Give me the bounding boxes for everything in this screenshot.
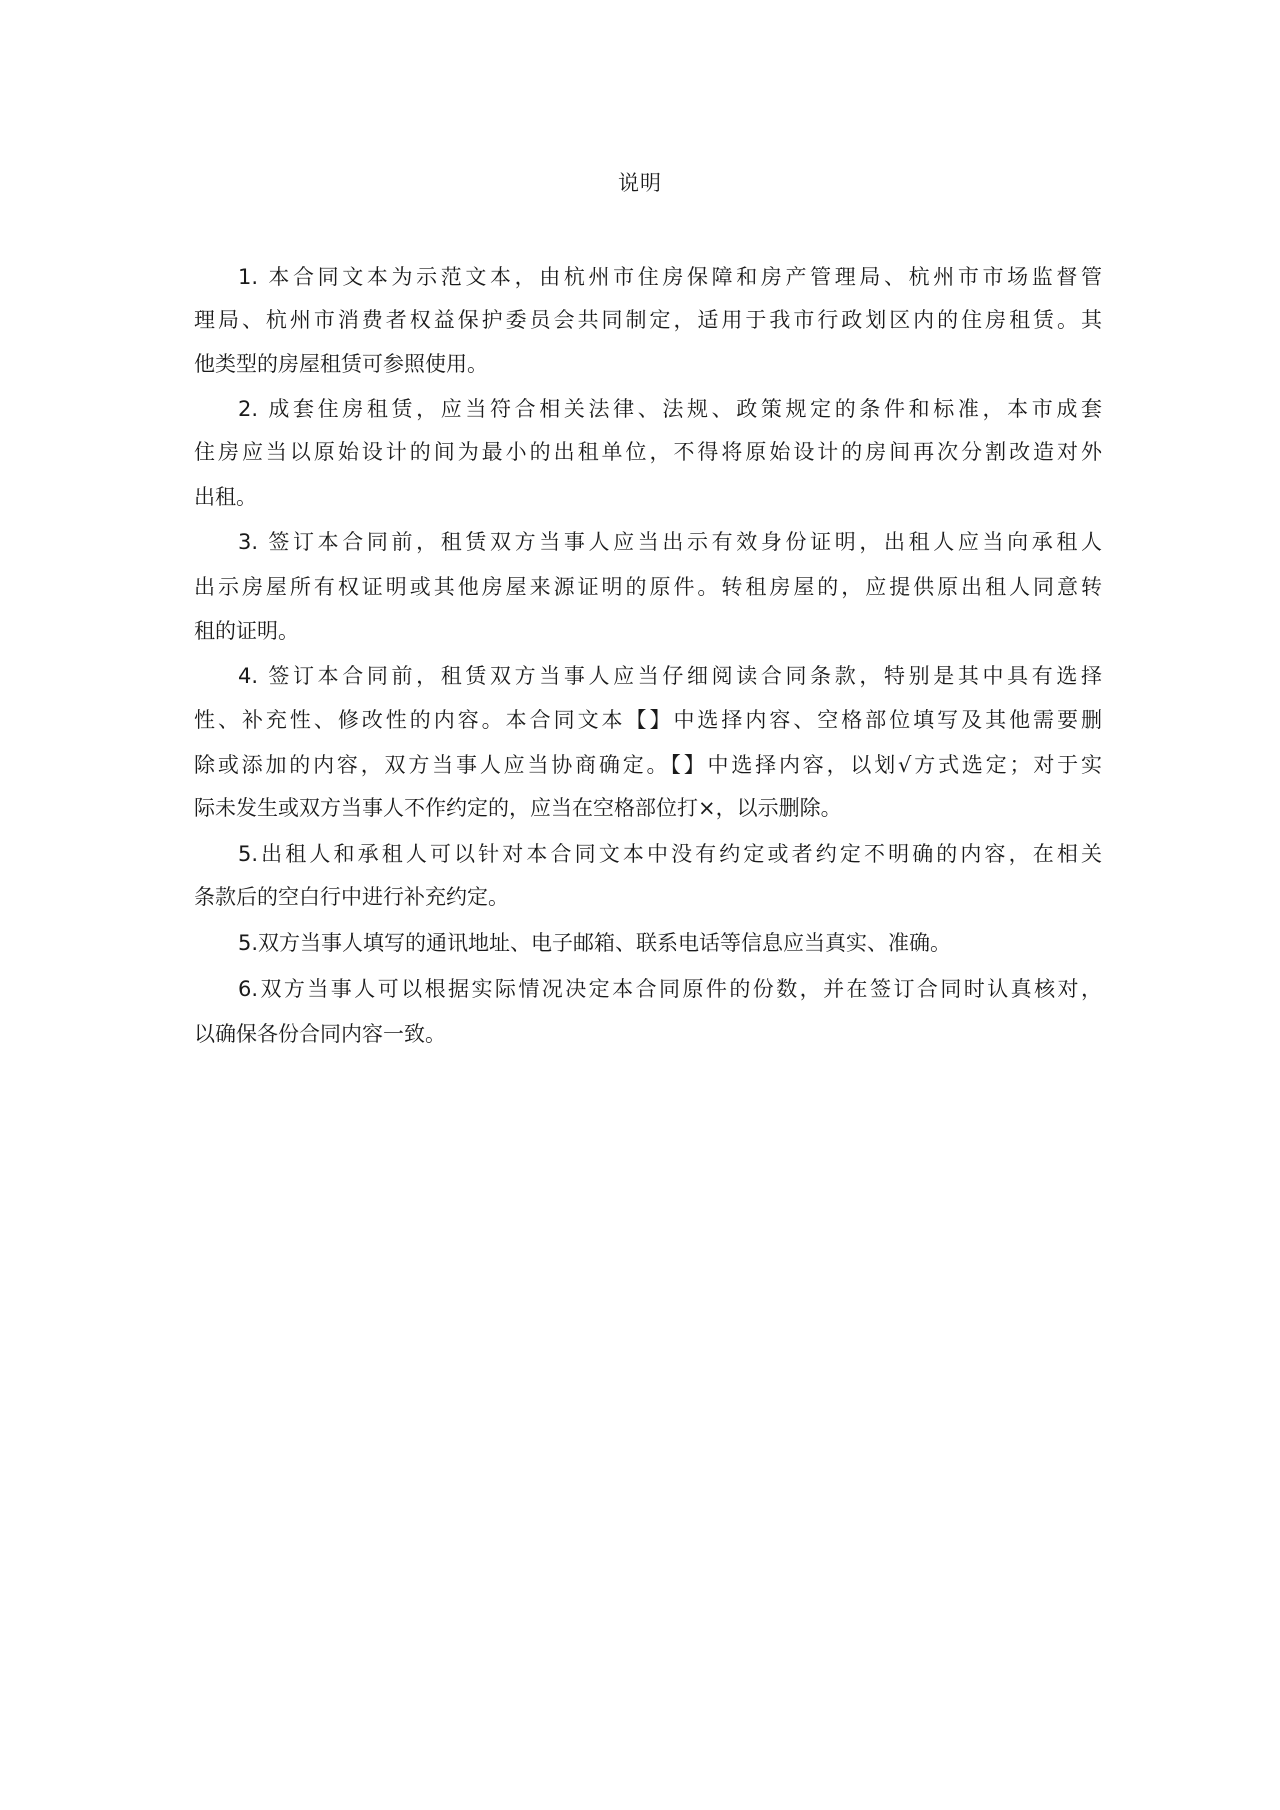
page-title: 说明 (618, 171, 662, 195)
paragraph-3-line-1: 3. 签订本合同前，租赁双方当事人应当出示有效身份证明，出租人应当向承租人 (238, 530, 1102, 554)
paragraph-3-line-2: 出示房屋所有权证明或其他房屋来源证明的原件。转租房屋的，应提供原出租人同意转 (194, 575, 1102, 599)
paragraph-5-line-1: 5.出租人和承租人可以针对本合同文本中没有约定或者约定不明确的内容，在相关 (238, 842, 1102, 866)
paragraph-3-line-3: 租的证明。 (194, 619, 299, 643)
paragraph-6-line-1: 5.双方当事人填写的通讯地址、电子邮箱、联系电话等信息应当真实、准确。 (238, 931, 952, 955)
paragraph-4-line-2: 性、补充性、修改性的内容。本合同文本【】中选择内容、空格部位填写及其他需要删 (194, 708, 1102, 732)
paragraph-7-line-2: 以确保各份合同内容一致。 (194, 1022, 446, 1046)
paragraph-4-line-3: 除或添加的内容，双方当事人应当协商确定。【】中选择内容，以划√方式选定；对于实 (194, 753, 1102, 777)
paragraph-1-line-2: 理局、杭州市消费者权益保护委员会共同制定，适用于我市行政划区内的住房租赁。其 (194, 308, 1102, 332)
paragraph-1-line-1: 1. 本合同文本为示范文本，由杭州市住房保障和房产管理局、杭州市市场监督管 (238, 265, 1102, 289)
paragraph-7-line-1: 6.双方当事人可以根据实际情况决定本合同原件的份数，并在签订合同时认真核对， (238, 977, 1102, 1001)
paragraph-2-line-2: 住房应当以原始设计的间为最小的出租单位，不得将原始设计的房间再次分割改造对外 (194, 440, 1102, 464)
paragraph-2-line-1: 2. 成套住房租赁，应当符合相关法律、法规、政策规定的条件和标准，本市成套 (238, 397, 1102, 421)
paragraph-5-line-2: 条款后的空白行中进行补充约定。 (194, 885, 509, 909)
paragraph-1-line-3: 他类型的房屋租赁可参照使用。 (194, 352, 488, 376)
paragraph-4-line-4: 际未发生或双方当事人不作约定的，应当在空格部位打×，以示删除。 (194, 796, 842, 820)
paragraph-2-line-3: 出租。 (194, 485, 257, 509)
paragraph-4-line-1: 4. 签订本合同前，租赁双方当事人应当仔细阅读合同条款，特别是其中具有选择 (238, 664, 1102, 688)
